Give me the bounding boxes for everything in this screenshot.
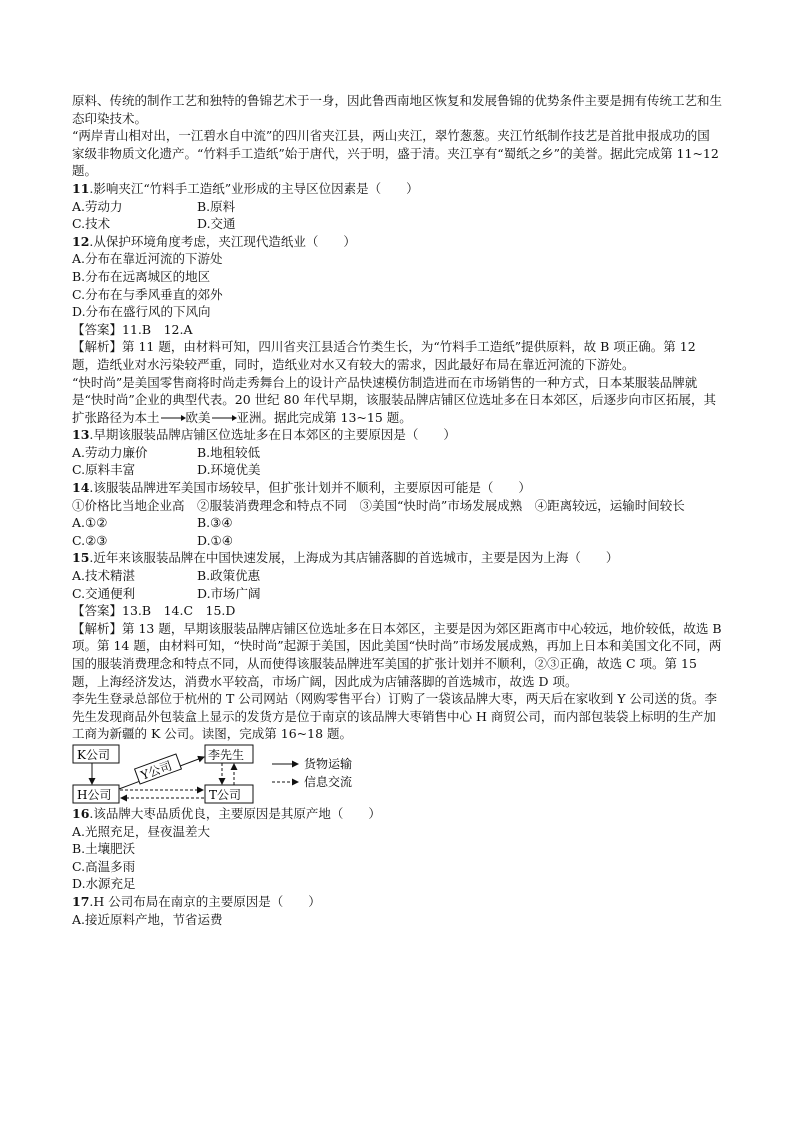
- option: B.③④: [197, 515, 233, 531]
- option: C.技术: [72, 216, 111, 232]
- options-14: [72, 514, 722, 549]
- options-15: [72, 567, 722, 602]
- option: C.②③: [72, 532, 108, 548]
- question-number: 16: [72, 805, 90, 821]
- paragraph-dates: 李先生登录总部位于杭州的 T 公司网站（网购零售平台）订购了一袋该品牌大枣，两天后在家收到 Y 公司送的货。李先生发现商品外包装盒上显示的发货方是位于南京的该品牌大枣销售中心 H 商贸公司，而内部包装袋上标明的生产加工商为新疆的 K 公司。读图，完成第 16~18 题。: [72, 691, 717, 742]
- question-16: [72, 805, 722, 823]
- option: A.劳动力: [72, 198, 123, 214]
- question-number: 13: [72, 427, 90, 443]
- option: C.分布在与季风垂直的郊外: [72, 286, 223, 302]
- question-13: [72, 426, 722, 444]
- option: D.①④: [197, 532, 233, 548]
- analysis-11-12: 【解析】第 11 题，由材料可知，四川省夹江县适合竹类生长，为“竹料手工造纸”提供原料，故 B 项正确。第 12 题，造纸业对水污染较严重，同时，造纸业对水又有较大的需求，因此最好布局在靠近河流的下游处。: [72, 339, 696, 372]
- question-number: 17: [72, 893, 90, 909]
- label-k: K公司: [77, 747, 110, 762]
- option: D.市场广阔: [197, 585, 261, 601]
- logistics-diagram: [72, 743, 722, 805]
- question-number: 11: [72, 180, 90, 196]
- option: A.劳动力廉价: [72, 444, 148, 460]
- option: B.政策优惠: [197, 568, 261, 584]
- option: D.交通: [197, 216, 236, 232]
- question-number: 14: [72, 480, 90, 496]
- option: C.交通便利: [72, 585, 136, 601]
- arrow-icon: [160, 413, 186, 423]
- option: D.水源充足: [72, 876, 136, 892]
- option: D.环境优美: [197, 462, 261, 478]
- legend-info: 信息交流: [304, 774, 353, 789]
- option: A.接近原料产地，节省运费: [72, 911, 223, 927]
- question-stem: .影响夹江“竹料手工造纸”业形成的主导区位因素是（ ）: [89, 180, 419, 196]
- option: C.原料丰富: [72, 462, 136, 478]
- question-number: 12: [72, 233, 90, 249]
- option: D.分布在盛行风的下风向: [72, 304, 211, 320]
- paragraph-intro: 原料、传统的制作工艺和独特的鲁锦艺术于一身，因此鲁西南地区恢复和发展鲁锦的优势条件主要是拥有传统工艺和生态印染技术。: [72, 93, 723, 126]
- question-stem: .H 公司布局在南京的主要原因是（ ）: [89, 893, 321, 909]
- label-t: T公司: [209, 787, 242, 802]
- legend-goods: 货物运输: [304, 756, 353, 771]
- label-li: 李先生: [208, 747, 245, 762]
- option: A.技术精湛: [72, 568, 136, 584]
- option: A.分布在靠近河流的下游处: [72, 251, 223, 267]
- document-page: [72, 92, 722, 928]
- question-stem: .从保护环境角度考虑，夹江现代造纸业（ ）: [89, 233, 356, 249]
- options-11: [72, 198, 722, 233]
- question-14: [72, 479, 722, 497]
- option: C.高温多雨: [72, 858, 136, 874]
- option: A.光照充足，昼夜温差大: [72, 823, 211, 839]
- label-y: Y公司: [139, 758, 174, 783]
- question-15: [72, 549, 722, 567]
- question-number: 15: [72, 550, 90, 566]
- options-13: [72, 444, 722, 479]
- question-14-detail: ①价格比当地企业高 ②服装消费理念和特点不同 ③美国“快时尚”市场发展成熟 ④距离较远，运输时间较长: [72, 497, 685, 513]
- label-h: H公司: [77, 787, 112, 802]
- option: B.土壤肥沃: [72, 841, 136, 857]
- answer-11-12: 【答案】11.B 12.A: [72, 321, 193, 337]
- paragraph-fast-fashion: “快时尚”是美国零售商将时尚走秀舞台上的设计产品快速模仿制造进而在市场销售的一种方式，日本某服装品牌就是“快时尚”企业的典型代表。20 世纪 80 年代早期，该服装品牌店铺区位选址多在日本郊区，后逐步向市区拓展，其扩张路径为本土 欧美 亚洲。据此完成第 13~15 题。: [72, 374, 717, 425]
- paragraph-jiajiang: “两岸青山相对出，一江碧水自中流”的四川省夹江县，两山夹江，翠竹葱葱。夹江竹纸制作技艺是首批申报成功的国家级非物质文化遗产。“竹料手工造纸”始于唐代，兴于明，盛于清。夹江享有“蜀纸之乡”的美誉。据此完成第 11~12题。: [72, 128, 719, 179]
- option: A.①②: [72, 515, 108, 531]
- question-12: [72, 233, 722, 251]
- option: B.分布在远离城区的地区: [72, 268, 211, 284]
- answer-13-15: 【答案】13.B 14.C 15.D: [72, 603, 236, 619]
- question-17: [72, 893, 722, 911]
- diagram-svg: [72, 743, 402, 805]
- question-stem: .早期该服装品牌店铺区位选址多在日本郊区的主要原因是（ ）: [89, 427, 456, 443]
- question-stem: .近年来该服装品牌在中国快速发展，上海成为其店铺落脚的首选城市，主要是因为上海（ ）: [89, 550, 619, 566]
- option: B.原料: [197, 198, 236, 214]
- question-stem: .该品牌大枣品质优良，主要原因是其原产地（ ）: [89, 805, 381, 821]
- question-11: [72, 180, 722, 198]
- analysis-13-15: 【解析】第 13 题，早期该服装品牌店铺区位选址多在日本郊区，主要是因为郊区距离市中心较远，地价较低，故选 B 项。第 14 题，由材料可知，“快时尚”起源于美国，因此美国“快时尚”市场发展成熟，再加上日本和美国文化不同，两国的服装消费理念和特点不同，从而使得该服装品牌进军美国的扩张计划并不顺利，②③正确，故选 C 项。第 15 题，上海经济发达，消费水平较高，市场广阔，因此成为店铺落脚的首选城市，故选 D 项。: [72, 620, 722, 689]
- arrow-icon: [211, 413, 237, 423]
- question-stem: .该服装品牌进军美国市场较早，但扩张计划并不顺利，主要原因可能是（ ）: [89, 480, 531, 496]
- option: B.地租较低: [197, 444, 261, 460]
